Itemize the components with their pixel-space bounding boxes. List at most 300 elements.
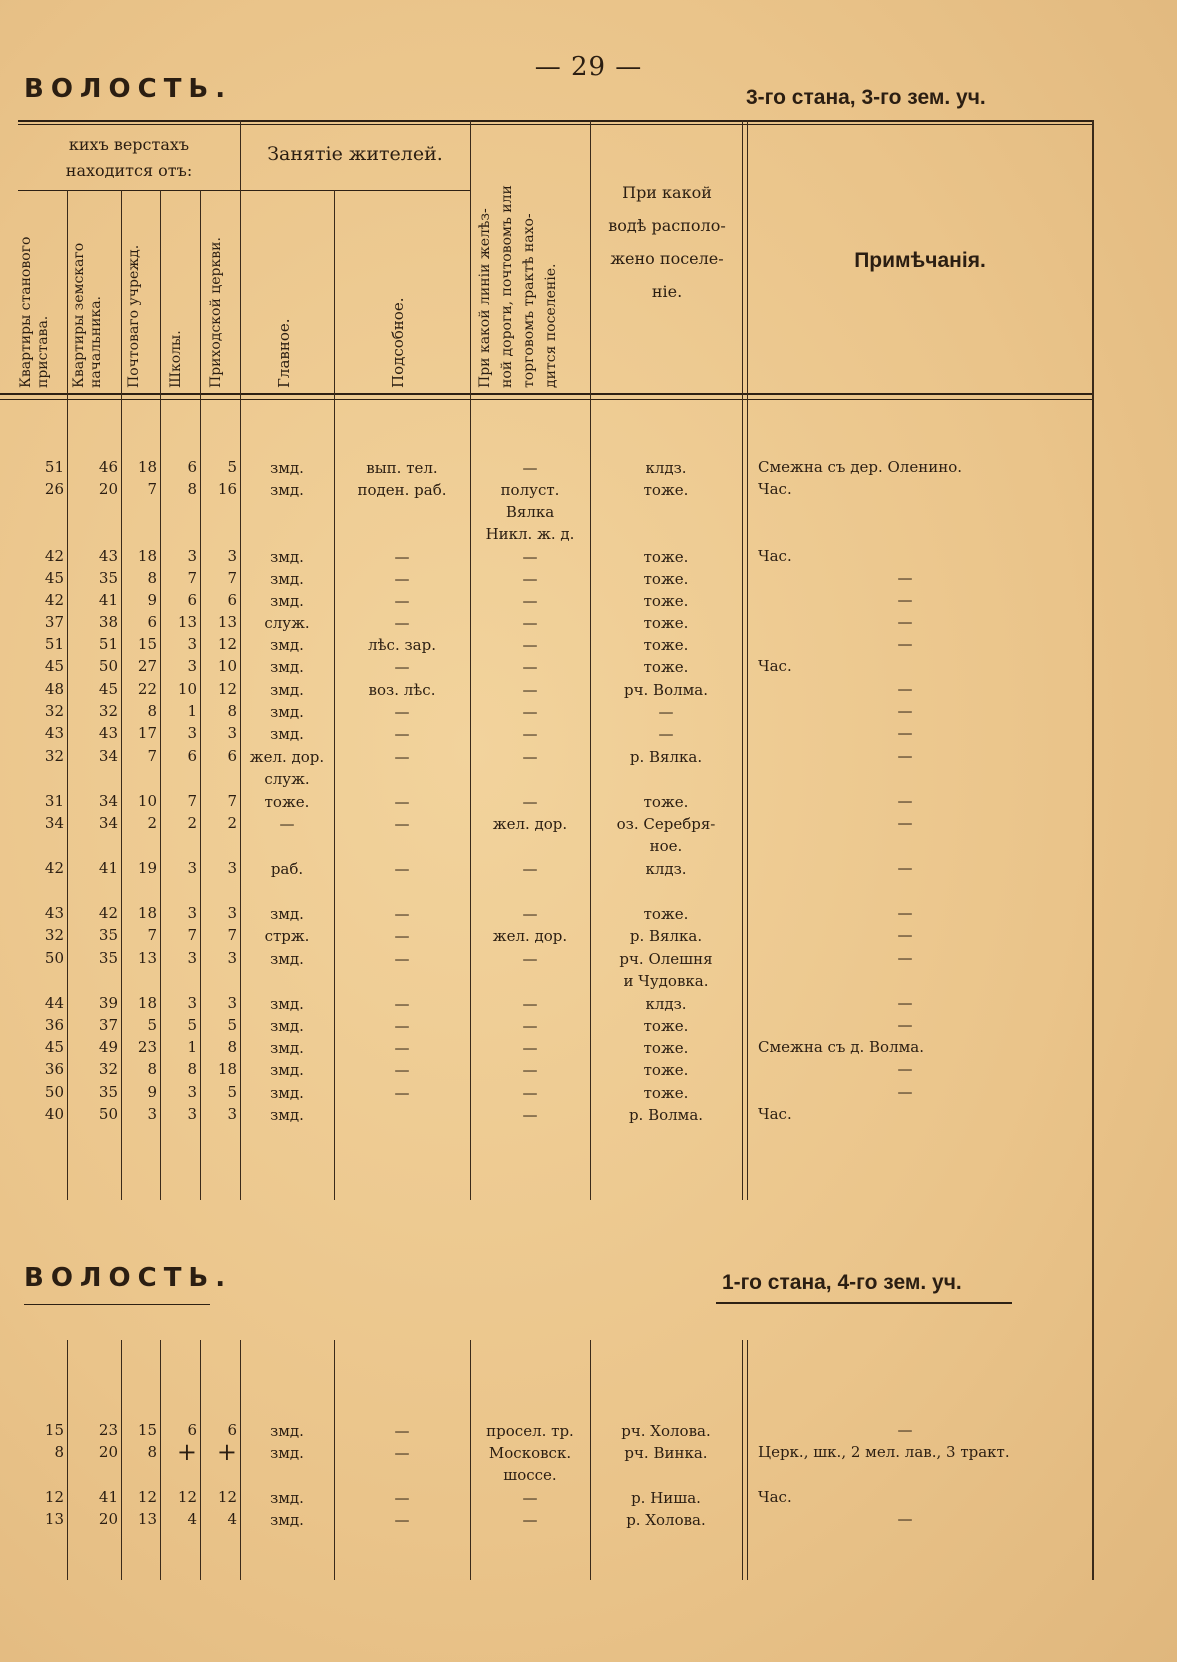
cell-school: 6: [187, 458, 197, 476]
cell-stanovoy: 43: [44, 724, 64, 742]
cell-road: просел. тр.: [486, 1422, 574, 1440]
cell-church: 12: [217, 1488, 237, 1506]
cell-zemsky: 35: [98, 949, 118, 967]
cell-main-occupation: служ.: [264, 614, 310, 632]
cell-main-occupation: змд.: [270, 703, 304, 721]
cell-school: 8: [187, 1060, 197, 1078]
cell-church: 5: [227, 1083, 237, 1101]
cell-post: 23: [137, 1038, 157, 1056]
cell-stanovoy: 42: [44, 547, 64, 565]
cell-zemsky: 49: [98, 1038, 118, 1056]
cell-zemsky: 51: [98, 635, 118, 653]
cell-stanovoy: 32: [44, 702, 64, 720]
cell-church: 4: [227, 1510, 237, 1528]
cell-zemsky: 34: [98, 792, 118, 810]
cell-school: 6: [187, 1421, 197, 1439]
cell-main-occupation: змд.: [270, 658, 304, 676]
cell-note: Час.: [758, 480, 792, 498]
cell-zemsky: 45: [98, 680, 118, 698]
cell-stanovoy: 48: [44, 680, 64, 698]
cell-stanovoy: 32: [44, 926, 64, 944]
cell-note: —: [897, 949, 913, 967]
cell-church: 7: [227, 569, 237, 587]
cell-church: 5: [227, 1016, 237, 1034]
cell-side-occupation: —: [394, 1061, 410, 1079]
cell-note: —: [897, 747, 913, 765]
cell-stanovoy: 37: [44, 613, 64, 631]
cell-church: 3: [227, 547, 237, 565]
cell-road: жел. дор.: [492, 815, 568, 833]
cell-water: тоже.: [643, 658, 689, 676]
cell-stanovoy: 50: [44, 1083, 64, 1101]
cell-school: 10: [177, 680, 197, 698]
cell-school: 3: [187, 635, 197, 653]
cell-zemsky: 35: [98, 569, 118, 587]
cell-note: Час.: [758, 657, 792, 675]
cell-church: 3: [227, 1105, 237, 1123]
cell-road: —: [522, 793, 538, 811]
cell-water: оз. Серебря- ное.: [616, 815, 716, 855]
cell-post: 27: [137, 657, 157, 675]
cell-note: —: [897, 1421, 913, 1439]
cell-main-occupation: змд.: [270, 636, 304, 654]
cell-post: 19: [137, 859, 157, 877]
cell-post: 10: [137, 792, 157, 810]
cell-stanovoy: 31: [44, 792, 64, 810]
cell-church: 3: [227, 904, 237, 922]
cell-main-occupation: змд.: [270, 995, 304, 1013]
table1-header-rule: [0, 393, 1092, 395]
cell-road: —: [522, 1511, 538, 1529]
cell-stanovoy: 42: [44, 591, 64, 609]
col-divider: [747, 1340, 748, 1580]
cell-main-occupation: змд.: [270, 1422, 304, 1440]
cell-zemsky: 20: [98, 1443, 118, 1461]
cell-road: Московск. шоссе.: [488, 1444, 572, 1484]
cell-road: —: [522, 548, 538, 566]
cell-note: —: [897, 814, 913, 832]
cell-water: р. Ниша.: [631, 1489, 701, 1507]
cell-school: 1: [187, 1038, 197, 1056]
cell-main-occupation: змд.: [270, 1039, 304, 1057]
cell-school: 7: [187, 926, 197, 944]
cell-water: —: [658, 703, 674, 721]
cell-main-occupation: змд.: [270, 1489, 304, 1507]
cell-side-occupation: —: [394, 793, 410, 811]
cell-main-occupation: тоже.: [264, 793, 310, 811]
cell-main-occupation: змд.: [270, 1061, 304, 1079]
cell-zemsky: 37: [98, 1016, 118, 1034]
cell-side-occupation: —: [394, 570, 410, 588]
cell-church: 5: [227, 458, 237, 476]
cell-church: 10: [217, 657, 237, 675]
cell-stanovoy: 36: [44, 1060, 64, 1078]
cell-side-occupation: —: [394, 658, 410, 676]
cell-post: 5: [147, 1016, 157, 1034]
col-school-header: Школы.: [168, 330, 184, 388]
cell-stanovoy: 34: [44, 814, 64, 832]
cell-post: 9: [147, 591, 157, 609]
cell-water: клдз.: [645, 459, 687, 477]
cell-road: —: [522, 725, 538, 743]
cell-road: полуст. Вялка Никл. ж. д.: [485, 481, 575, 543]
cell-zemsky: 50: [98, 1105, 118, 1123]
cell-side-occupation: —: [394, 703, 410, 721]
cell-note: —: [897, 1060, 913, 1078]
cell-road: —: [522, 748, 538, 766]
cell-zemsky: 35: [98, 1083, 118, 1101]
col-divider: [160, 1340, 161, 1580]
cell-post: 7: [147, 747, 157, 765]
cell-church: 7: [227, 926, 237, 944]
cell-note: —: [897, 859, 913, 877]
cell-zemsky: 41: [98, 591, 118, 609]
cell-main-occupation: змд.: [270, 1511, 304, 1529]
cell-post: 22: [137, 680, 157, 698]
cell-water: тоже.: [643, 570, 689, 588]
cell-note: —: [897, 1083, 913, 1101]
cell-school: 2: [187, 814, 197, 832]
cell-road: —: [522, 1489, 538, 1507]
cell-stanovoy: 26: [44, 480, 64, 498]
cell-main-occupation: змд.: [270, 1084, 304, 1102]
cell-school: 7: [187, 792, 197, 810]
cell-stanovoy: 32: [44, 747, 64, 765]
cell-water: тоже.: [643, 636, 689, 654]
cell-note: —: [897, 591, 913, 609]
col-divider: [67, 1340, 68, 1580]
cell-zemsky: 20: [98, 1510, 118, 1528]
page-number: — 29 —: [534, 52, 643, 82]
section2-stan: 1-го стана, 4-го зем. уч.: [722, 1271, 962, 1294]
distance-group-rule: [18, 190, 240, 191]
cell-note: —: [897, 702, 913, 720]
cell-note: —: [897, 680, 913, 698]
cell-main-occupation: змд.: [270, 1017, 304, 1035]
cell-note: Час.: [758, 1488, 792, 1506]
cell-church: 6: [227, 591, 237, 609]
cell-school: 12: [177, 1488, 197, 1506]
cell-church: 12: [217, 680, 237, 698]
cell-post: 3: [147, 1105, 157, 1123]
cell-stanovoy: 40: [44, 1105, 64, 1123]
cell-main-occupation: змд.: [270, 1106, 304, 1124]
cell-school: 8: [187, 480, 197, 498]
cell-zemsky: 41: [98, 859, 118, 877]
cell-main-occupation: —: [279, 815, 295, 833]
cell-road: —: [522, 703, 538, 721]
cell-stanovoy: 51: [44, 458, 64, 476]
cell-water: клдз.: [645, 860, 687, 878]
cell-church: 18: [217, 1060, 237, 1078]
cell-post: 13: [137, 949, 157, 967]
cell-main-occupation: змд.: [270, 570, 304, 588]
section1-heading: ВОЛОСТЬ.: [24, 74, 233, 104]
cell-school: 6: [187, 591, 197, 609]
cell-water: рч. Холова.: [621, 1422, 711, 1440]
cell-side-occupation: —: [394, 1444, 410, 1462]
cell-note: —: [897, 994, 913, 1012]
cell-school: 3: [187, 1083, 197, 1101]
cell-school: +: [176, 1438, 197, 1466]
cell-note: Церк., шк., 2 мел. лав., 3 тракт.: [758, 1443, 1010, 1461]
col-main-header: Главное.: [275, 318, 293, 388]
cell-main-occupation: змд.: [270, 592, 304, 610]
col-road-header: При какой линіи желѣз- ной дороги, почтовомъ или торговомъ трактѣ нахо- дится поселеніе.: [477, 185, 559, 388]
cell-post: 8: [147, 1443, 157, 1461]
cell-church: 2: [227, 814, 237, 832]
cell-note: —: [897, 1016, 913, 1034]
cell-main-occupation: стрж.: [264, 927, 310, 945]
cell-main-occupation: змд.: [270, 681, 304, 699]
col-post-header: Почтоваго учрежд.: [126, 244, 142, 388]
cell-side-occupation: —: [394, 927, 410, 945]
col-stanovoy-header: Квартиры станового пристава.: [18, 236, 51, 388]
cell-water: клдз.: [645, 995, 687, 1013]
cell-water: рч. Волма.: [623, 681, 709, 699]
cell-church: 12: [217, 635, 237, 653]
col-water-header: При какой водѣ располо- жено поселе- ніе.: [608, 183, 726, 301]
col-divider: [121, 1340, 122, 1580]
cell-main-occupation: змд.: [270, 548, 304, 566]
cell-post: 15: [137, 635, 157, 653]
cell-school: 3: [187, 949, 197, 967]
cell-road: —: [522, 1106, 538, 1124]
cell-side-occupation: —: [394, 815, 410, 833]
distance-group-header: кихъ верстахъ находится отъ:: [65, 135, 193, 180]
cell-zemsky: 34: [98, 814, 118, 832]
cell-water: тоже.: [643, 548, 689, 566]
cell-post: 8: [147, 569, 157, 587]
cell-school: 3: [187, 1105, 197, 1123]
cell-water: тоже.: [643, 1017, 689, 1035]
table1-header-rule-thin: [0, 399, 1092, 400]
cell-stanovoy: 43: [44, 904, 64, 922]
cell-zemsky: 23: [98, 1421, 118, 1439]
cell-stanovoy: 50: [44, 949, 64, 967]
cell-side-occupation: —: [394, 950, 410, 968]
section2-stan-underline: [716, 1302, 1012, 1304]
col-divider: [121, 190, 122, 1200]
cell-zemsky: 41: [98, 1488, 118, 1506]
table1-top-rule-thin: [18, 124, 1092, 125]
cell-note: —: [897, 904, 913, 922]
cell-zemsky: 20: [98, 480, 118, 498]
cell-stanovoy: 51: [44, 635, 64, 653]
cell-water: рч. Винка.: [624, 1444, 708, 1462]
cell-church: 16: [217, 480, 237, 498]
cell-side-occupation: —: [394, 995, 410, 1013]
cell-road: —: [522, 950, 538, 968]
cell-post: 6: [147, 613, 157, 631]
col-zemsky-header: Квартиры земскаго начальника.: [71, 242, 104, 388]
col-divider: [747, 120, 748, 1200]
cell-post: 8: [147, 1060, 157, 1078]
col-divider: [200, 190, 201, 1200]
cell-school: 4: [187, 1510, 197, 1528]
cell-water: р. Волма.: [628, 1106, 704, 1124]
cell-water: рч. Олешня и Чудовка.: [619, 950, 713, 990]
cell-post: 8: [147, 702, 157, 720]
cell-church: 7: [227, 792, 237, 810]
cell-main-occupation: змд.: [270, 950, 304, 968]
cell-main-occupation: змд.: [270, 481, 304, 499]
cell-school: 1: [187, 702, 197, 720]
cell-note: Смежна съ дер. Оленино.: [758, 458, 962, 476]
cell-church: 3: [227, 859, 237, 877]
table-right-border: [1092, 120, 1094, 1580]
col-church-header: Приходской церкви.: [208, 237, 224, 388]
cell-post: 7: [147, 926, 157, 944]
cell-road: —: [522, 658, 538, 676]
cell-road: —: [522, 995, 538, 1013]
cell-zemsky: 39: [98, 994, 118, 1012]
occupation-group-rule: [240, 190, 470, 191]
cell-water: тоже.: [643, 614, 689, 632]
cell-road: —: [522, 592, 538, 610]
cell-church: 13: [217, 613, 237, 631]
cell-stanovoy: 12: [44, 1488, 64, 1506]
cell-side-occupation: —: [394, 748, 410, 766]
col-divider: [200, 1340, 201, 1580]
cell-road: —: [522, 681, 538, 699]
cell-school: 3: [187, 994, 197, 1012]
cell-school: 3: [187, 724, 197, 742]
cell-side-occupation: —: [394, 548, 410, 566]
cell-zemsky: 34: [98, 747, 118, 765]
cell-side-occupation: —: [394, 614, 410, 632]
col-side-header: Подсобное.: [389, 297, 407, 388]
cell-note: —: [897, 635, 913, 653]
cell-side-occupation: —: [394, 725, 410, 743]
cell-zemsky: 32: [98, 1060, 118, 1078]
cell-post: 18: [137, 547, 157, 565]
cell-side-occupation: —: [394, 1084, 410, 1102]
cell-road: —: [522, 1061, 538, 1079]
cell-church: 3: [227, 949, 237, 967]
cell-church: 8: [227, 1038, 237, 1056]
cell-post: 9: [147, 1083, 157, 1101]
cell-side-occupation: —: [394, 1017, 410, 1035]
cell-water: тоже.: [643, 905, 689, 923]
cell-main-occupation: раб.: [270, 860, 304, 878]
cell-note: Час.: [758, 547, 792, 565]
cell-post: 2: [147, 814, 157, 832]
cell-church: 3: [227, 994, 237, 1012]
cell-church: +: [216, 1438, 237, 1466]
cell-road: —: [522, 570, 538, 588]
cell-side-occupation: воз. лѣс.: [368, 681, 436, 699]
cell-main-occupation: жел. дор. служ.: [249, 748, 325, 788]
cell-note: —: [897, 613, 913, 631]
cell-school: 3: [187, 657, 197, 675]
cell-road: —: [522, 459, 538, 477]
cell-side-occupation: —: [394, 592, 410, 610]
cell-water: р. Вялка.: [629, 748, 703, 766]
cell-zemsky: 43: [98, 724, 118, 742]
occupation-group-header: Занятіе жителей.: [267, 143, 443, 165]
cell-post: 12: [137, 1488, 157, 1506]
cell-main-occupation: змд.: [270, 725, 304, 743]
cell-post: 18: [137, 994, 157, 1012]
cell-note: —: [897, 792, 913, 810]
cell-zemsky: 50: [98, 657, 118, 675]
cell-side-occupation: —: [394, 1422, 410, 1440]
cell-zemsky: 38: [98, 613, 118, 631]
cell-road: —: [522, 636, 538, 654]
section2-heading-underline: [24, 1304, 210, 1305]
cell-water: тоже.: [643, 1039, 689, 1057]
cell-stanovoy: 36: [44, 1016, 64, 1034]
cell-water: тоже.: [643, 1061, 689, 1079]
cell-side-occupation: лѣс. зар.: [367, 636, 436, 654]
col-divider: [742, 1340, 743, 1580]
cell-side-occupation: вып. тел.: [366, 459, 438, 477]
cell-note: Смежна съ д. Волма.: [758, 1038, 924, 1056]
cell-stanovoy: 13: [44, 1510, 64, 1528]
cell-note: —: [897, 1510, 913, 1528]
cell-side-occupation: —: [394, 905, 410, 923]
cell-note: —: [897, 926, 913, 944]
cell-zemsky: 32: [98, 702, 118, 720]
cell-church: 6: [227, 1421, 237, 1439]
cell-side-occupation: —: [394, 1039, 410, 1057]
cell-road: —: [522, 1084, 538, 1102]
cell-note: Час.: [758, 1105, 792, 1123]
cell-note: —: [897, 569, 913, 587]
cell-post: 7: [147, 480, 157, 498]
section2-heading: ВОЛОСТЬ.: [24, 1263, 233, 1293]
cell-stanovoy: 45: [44, 1038, 64, 1056]
cell-water: тоже.: [643, 481, 689, 499]
cell-main-occupation: змд.: [270, 459, 304, 477]
cell-post: 17: [137, 724, 157, 742]
col-divider: [742, 120, 743, 1200]
cell-post: 18: [137, 458, 157, 476]
cell-stanovoy: 42: [44, 859, 64, 877]
cell-main-occupation: змд.: [270, 905, 304, 923]
cell-school: 13: [177, 613, 197, 631]
cell-water: тоже.: [643, 793, 689, 811]
cell-post: 15: [137, 1421, 157, 1439]
cell-water: тоже.: [643, 1084, 689, 1102]
cell-road: —: [522, 614, 538, 632]
cell-school: 7: [187, 569, 197, 587]
cell-water: р. Холова.: [626, 1511, 706, 1529]
cell-church: 8: [227, 702, 237, 720]
cell-stanovoy: 8: [54, 1443, 64, 1461]
cell-stanovoy: 45: [44, 657, 64, 675]
cell-side-occupation: —: [394, 1511, 410, 1529]
cell-school: 5: [187, 1016, 197, 1034]
cell-school: 3: [187, 904, 197, 922]
cell-road: —: [522, 905, 538, 923]
cell-school: 3: [187, 859, 197, 877]
cell-road: —: [522, 860, 538, 878]
cell-water: —: [658, 725, 674, 743]
cell-main-occupation: змд.: [270, 1444, 304, 1462]
table1-top-rule: [18, 120, 1092, 122]
cell-stanovoy: 45: [44, 569, 64, 587]
col-divider: [160, 190, 161, 1200]
cell-school: 3: [187, 547, 197, 565]
col-divider: [67, 190, 68, 1200]
cell-church: 3: [227, 724, 237, 742]
cell-stanovoy: 44: [44, 994, 64, 1012]
cell-zemsky: 43: [98, 547, 118, 565]
cell-road: —: [522, 1039, 538, 1057]
cell-zemsky: 35: [98, 926, 118, 944]
